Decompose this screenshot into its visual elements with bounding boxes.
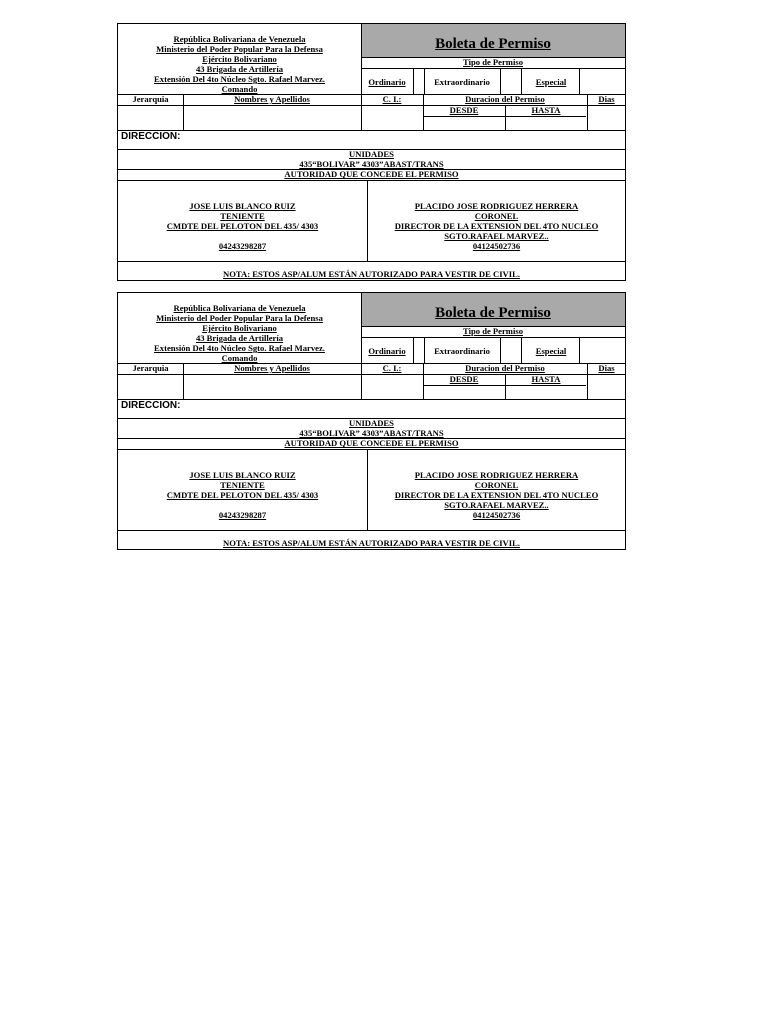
option-especial (522, 68, 580, 94)
field-hasta[interactable] (505, 385, 587, 399)
option-especial (522, 337, 580, 363)
col-desde (423, 374, 505, 385)
header-line: Extensión Del 4to Núcleo Sgto. Rafael Marvez. (154, 343, 325, 353)
divider (579, 337, 580, 363)
signer-phone: 04243298287 (218, 241, 267, 251)
signer-role: DIRECTOR DE LA EXTENSION DEL 4TO NUCLEO (394, 490, 599, 500)
col-ci (361, 363, 423, 374)
col-nombres (183, 94, 361, 105)
divider (118, 94, 625, 95)
col-jerarquia (118, 94, 183, 105)
divider (183, 94, 184, 130)
divider (361, 326, 625, 327)
permit-type-label (361, 57, 625, 68)
field-desde[interactable] (423, 385, 505, 399)
header-line: República Bolivariana de Venezuela (173, 34, 306, 44)
option-ordinario (361, 337, 413, 363)
divider (505, 105, 506, 130)
col-duracion-label: Duracion del Permiso (465, 363, 545, 373)
header-line: Ministerio del Poder Popular Para la Defensa (156, 44, 323, 54)
col-dias-label: Dias (598, 363, 615, 373)
divider (423, 94, 424, 130)
option-extraordinario (424, 68, 500, 94)
authority-label (118, 438, 625, 449)
divider (505, 374, 506, 399)
option-label: Ordinario (368, 77, 406, 87)
header-line: Extensión Del 4to Núcleo Sgto. Rafael Marvez. (154, 74, 325, 84)
col-duracion (423, 363, 587, 374)
signer-name: JOSE LUIS BLANCO RUIZ (189, 201, 296, 211)
divider (361, 68, 625, 69)
col-desde-label: DESDE (449, 374, 479, 384)
col-ci-label: C. I.: (382, 94, 402, 104)
permit-type-label (361, 326, 625, 337)
col-duracion (423, 94, 587, 105)
field-jerarquia[interactable] (118, 105, 183, 130)
signer-phone: 04243298287 (218, 510, 267, 520)
signature-left (118, 470, 367, 530)
field-dias[interactable] (587, 374, 626, 399)
divider (587, 363, 588, 399)
divider (118, 169, 625, 170)
checkbox-especial[interactable] (580, 68, 626, 94)
note-text: NOTA: ESTOS ASP/ALUM ESTÁN AUTORIZADO PARA VESTIR DE CIVIL. (223, 269, 520, 279)
signer-phone: 04124502736 (472, 510, 521, 520)
col-hasta (505, 105, 587, 116)
col-ci-label: C. I.: (382, 363, 402, 373)
divider (367, 449, 368, 530)
institution-header (118, 293, 361, 363)
direccion-label: DIRECCION: (121, 400, 181, 411)
col-desde-label: DESDE (449, 105, 479, 115)
checkbox-extraordinario[interactable] (501, 337, 521, 363)
divider (500, 68, 501, 94)
divider (423, 363, 424, 399)
divider (587, 94, 588, 130)
field-nombres[interactable] (183, 105, 361, 130)
checkbox-ordinario[interactable] (414, 337, 424, 363)
divider (367, 180, 368, 261)
note (118, 268, 625, 280)
divider (118, 399, 625, 400)
units-block (118, 418, 625, 439)
authority-label-text: AUTORIDAD QUE CONCEDE EL PERMISO (284, 169, 459, 179)
signer-rank: CORONEL (474, 211, 519, 221)
divider (118, 449, 625, 450)
col-hasta-label: HASTA (531, 105, 561, 115)
units-block (118, 149, 625, 170)
note-text: NOTA: ESTOS ASP/ALUM ESTÁN AUTORIZADO PARA VESTIR DE CIVIL. (223, 538, 520, 548)
permit-type-label-text: Tipo de Permiso (463, 57, 523, 67)
signer-name: PLACIDO JOSE RODRIGUEZ HERRERA (414, 470, 579, 480)
option-ordinario (361, 68, 413, 94)
units-value: 435“BOLIVAR” 4303”ABAST/TRANS (299, 159, 444, 169)
divider (521, 68, 522, 94)
signer-name: JOSE LUIS BLANCO RUIZ (189, 470, 296, 480)
divider (413, 337, 414, 363)
option-label: Extraordinario (434, 77, 490, 87)
form-title-text: Boleta de Permiso (435, 305, 551, 321)
option-label: Ordinario (368, 346, 406, 356)
col-jerarquia (118, 363, 183, 374)
field-ci[interactable] (361, 374, 423, 399)
permit-form-1 (117, 23, 626, 281)
form-title (361, 293, 625, 326)
divider (118, 261, 625, 262)
header-line: República Bolivariana de Venezuela (173, 303, 306, 313)
col-desde (423, 105, 505, 116)
col-dias-label: Dias (598, 94, 615, 104)
col-nombres-label: Nombres y Apellidos (234, 363, 310, 373)
note (118, 537, 625, 549)
option-extraordinario (424, 337, 500, 363)
units-label: UNIDADES (349, 149, 394, 159)
header-line: Ejército Bolivariano (202, 54, 277, 64)
field-ci[interactable] (361, 105, 423, 130)
units-label: UNIDADES (349, 418, 394, 428)
permit-form-2 (117, 292, 626, 550)
signer-role: DIRECTOR DE LA EXTENSION DEL 4TO NUCLEO (394, 221, 599, 231)
divider (361, 293, 362, 399)
divider (118, 363, 625, 364)
header-line: 43 Brigada de Artillería (195, 333, 284, 343)
field-jerarquia[interactable] (118, 374, 183, 399)
divider (521, 337, 522, 363)
header-line: Comando (221, 353, 258, 363)
col-hasta-label: HASTA (531, 374, 561, 384)
divider (118, 438, 625, 439)
signer-role: CMDTE DEL PELOTON DEL 435/ 4303 (166, 490, 319, 500)
direccion-label: DIRECCION: (121, 131, 181, 142)
form-title-text: Boleta de Permiso (435, 36, 551, 52)
signer-role-2: SGTO.RAFAEL MARVEZ.. (444, 500, 549, 510)
divider (118, 374, 625, 375)
divider (118, 149, 625, 150)
col-duracion-label: Duracion del Permiso (465, 94, 545, 104)
permit-type-label-text: Tipo de Permiso (463, 326, 523, 336)
col-jerarquia-label: Jerarquia (132, 363, 169, 373)
field-dias[interactable] (587, 105, 626, 130)
divider (424, 337, 425, 363)
divider (118, 530, 625, 531)
divider (579, 68, 580, 94)
divider (118, 180, 625, 181)
divider (183, 363, 184, 399)
signer-rank: TENIENTE (220, 480, 265, 490)
option-label: Especial (535, 77, 567, 87)
col-nombres-label: Nombres y Apellidos (234, 94, 310, 104)
option-label: Especial (535, 346, 567, 356)
col-hasta (505, 374, 587, 385)
field-desde[interactable] (423, 116, 505, 130)
signer-role: CMDTE DEL PELOTON DEL 435/ 4303 (166, 221, 319, 231)
divider (361, 337, 625, 338)
col-nombres (183, 363, 361, 374)
header-line: Comando (221, 84, 258, 94)
option-label: Extraordinario (434, 346, 490, 356)
divider (118, 418, 625, 419)
divider (361, 57, 625, 58)
signer-role-2: SGTO.RAFAEL MARVEZ.. (444, 231, 549, 241)
divider (118, 130, 625, 131)
field-nombres[interactable] (183, 374, 361, 399)
signer-name: PLACIDO JOSE RODRIGUEZ HERRERA (414, 201, 579, 211)
header-line: Ejército Bolivariano (202, 323, 277, 333)
divider (413, 68, 414, 94)
col-dias (587, 363, 626, 374)
authority-label-text: AUTORIDAD QUE CONCEDE EL PERMISO (284, 438, 459, 448)
signature-right (368, 470, 625, 530)
institution-header (118, 24, 361, 94)
form-title (361, 24, 625, 57)
signer-phone: 04124502736 (472, 241, 521, 251)
col-ci (361, 94, 423, 105)
signer-rank: TENIENTE (220, 211, 265, 221)
header-line: 43 Brigada de Artillería (195, 64, 284, 74)
checkbox-extraordinario[interactable] (501, 68, 521, 94)
divider (424, 68, 425, 94)
signature-right (368, 201, 625, 261)
col-dias (587, 94, 626, 105)
col-jerarquia-label: Jerarquia (132, 94, 169, 104)
checkbox-especial[interactable] (580, 337, 626, 363)
field-hasta[interactable] (505, 116, 587, 130)
header-line: Ministerio del Poder Popular Para la Defensa (156, 313, 323, 323)
checkbox-ordinario[interactable] (414, 68, 424, 94)
divider (500, 337, 501, 363)
units-value: 435“BOLIVAR” 4303”ABAST/TRANS (299, 428, 444, 438)
divider (118, 105, 625, 106)
authority-label (118, 169, 625, 180)
divider (361, 24, 362, 130)
signature-left (118, 201, 367, 261)
signer-rank: CORONEL (474, 480, 519, 490)
